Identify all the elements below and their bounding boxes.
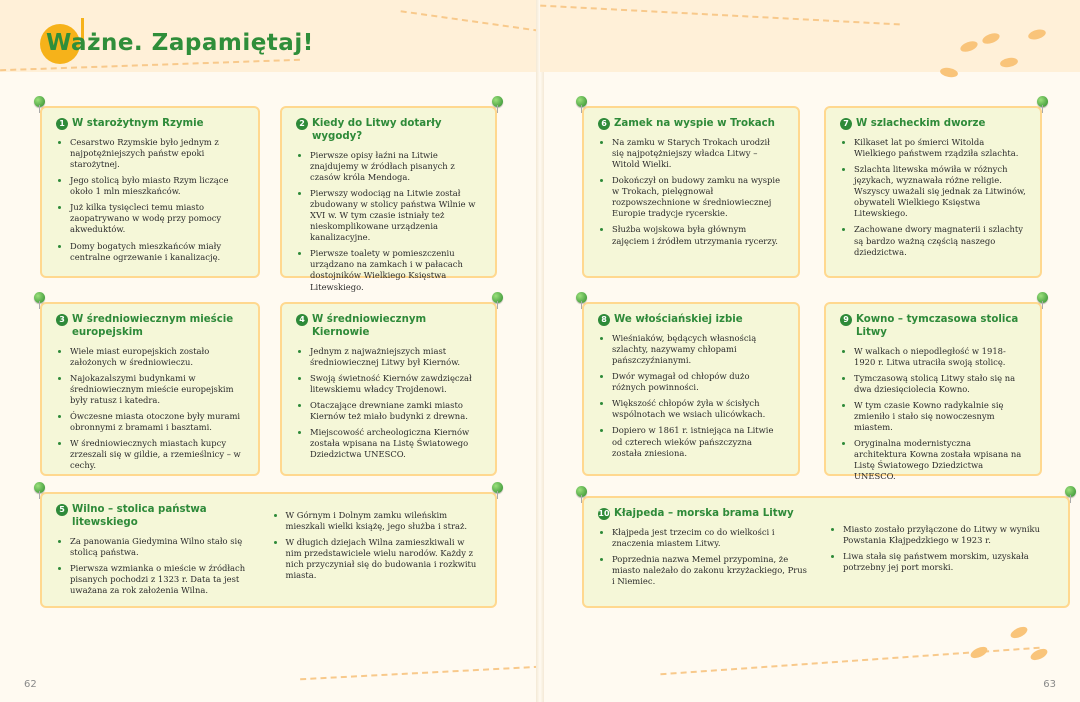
list-item: • Najokazalszymi budynkami w średniowiecznym mieście europejskim były ratusz i katedra. xyxy=(70,373,244,406)
number-badge: 9 xyxy=(840,314,852,326)
list-item: • Pierwsze opisy łaźni na Litwie znajdujemy w źródłach pisanych z czasów króla Mendoga. xyxy=(310,150,481,183)
right-page xyxy=(540,0,1080,702)
bullet-list xyxy=(56,536,252,596)
card-7 xyxy=(824,106,1042,278)
list-item: • W Górnym i Dolnym zamku wileńskim mieszkali wielki książę, jego służba i straż. xyxy=(286,510,482,532)
pin-icon xyxy=(1037,96,1048,107)
list-item: • Ówczesne miasta otoczone były murami obronnymi z bramami i basztami. xyxy=(70,411,244,433)
card-title xyxy=(56,504,252,530)
card-title xyxy=(840,314,1026,340)
card-title-text: W szlacheckim dworze xyxy=(856,118,986,129)
card-title xyxy=(56,118,244,131)
card-3 xyxy=(40,302,260,476)
list-item: • Jednym z najważniejszych miast średniowiecznej Litwy był Kiernów. xyxy=(310,346,481,368)
number-badge: 8 xyxy=(598,314,610,326)
pin-icon xyxy=(492,96,503,107)
bullet-list xyxy=(598,333,784,459)
list-item: • Szlachta litewska mówiła w różnych językach, wyznawała różne religie. Wszyscy uważali się jednak za Litwinów, obywateli Wielkiego Księstwa Litewskiego. xyxy=(854,164,1026,219)
list-item: • Miasto zostało przyłączone do Litwy w wyniku Powstania Kłajpedzkiego w 1923 r. xyxy=(843,524,1054,546)
bullet-list xyxy=(56,137,244,263)
number-badge: 6 xyxy=(598,118,610,130)
pin-icon xyxy=(492,482,503,493)
card-title xyxy=(296,118,481,144)
pin-icon xyxy=(492,292,503,303)
card-8 xyxy=(582,302,800,476)
card-title-text: Zamek na wyspie w Trokach xyxy=(614,118,775,129)
number-badge: 1 xyxy=(56,118,68,130)
card-title-text: W średniowiecznym mieście europejskim xyxy=(72,314,234,338)
list-item: • Dokończył on budowy zamku na wyspie w Trokach, pielęgnował rozpowszechnione w średniowiecznej Europie tradycje rycerskie. xyxy=(612,175,784,219)
number-badge: 3 xyxy=(56,314,68,326)
pin-icon xyxy=(576,292,587,303)
number-badge: 2 xyxy=(296,118,308,130)
card-title-text: We włościańskiej izbie xyxy=(614,314,743,325)
page-number: 62 xyxy=(24,679,37,690)
list-item: • Domy bogatych mieszkańców miały centralne ogrzewanie i kanalizację. xyxy=(70,241,244,263)
card-5 xyxy=(40,492,497,608)
card-column xyxy=(56,504,252,601)
card-6 xyxy=(582,106,800,278)
card-title-text: W średniowiecznym Kiernowie xyxy=(312,314,427,338)
page-title: Ważne. Zapamiętaj! xyxy=(46,30,314,56)
list-item: • Wiele miast europejskich zostało założonych w średniowieczu. xyxy=(70,346,244,368)
list-item: • Wieśniaków, będących własnością szlachty, nazywamy chłopami pańszczyźnianymi. xyxy=(612,333,784,366)
card-columns xyxy=(598,508,1054,592)
pin-icon xyxy=(576,486,587,497)
number-badge: 4 xyxy=(296,314,308,326)
card-title-text: Kowno – tymczasowa stolica Litwy xyxy=(856,314,1019,338)
card-column xyxy=(598,508,809,592)
bullet-list xyxy=(296,150,481,293)
bullet-list xyxy=(840,137,1026,258)
list-item: • Oryginalna modernistyczna architektura Kowna została wpisana na Listę Światowego Dziedzictwa UNESCO. xyxy=(854,438,1026,482)
pin-icon xyxy=(34,482,45,493)
list-item: • W walkach o niepodległość w 1918-1920 r. Litwa utraciła swoją stolicę. xyxy=(854,346,1026,368)
list-item: • Swoją świetność Kiernów zawdzięczał litewskiemu władcy Trojdenowi. xyxy=(310,373,481,395)
pin-icon xyxy=(34,96,45,107)
card-title-text: Kiedy do Litwy dotarły wygody? xyxy=(312,118,442,142)
card-columns xyxy=(56,504,481,601)
card-title xyxy=(598,314,784,327)
list-item: • Cesarstwo Rzymskie było jednym z najpotężniejszych państw epoki starożytnej. xyxy=(70,137,244,170)
card-title xyxy=(598,118,784,131)
bullet-list xyxy=(829,524,1054,592)
list-item: • Na zamku w Starych Trokach urodził się najpotężniejszy władca Litwy – Witold Wielki. xyxy=(612,137,784,170)
list-item: • Kłajpeda jest trzecim co do wielkości i znaczenia miastem Litwy. xyxy=(612,527,809,549)
bullet-list xyxy=(598,137,784,247)
page-number: 63 xyxy=(1043,679,1056,690)
list-item: • Pierwsza wzmianka o mieście w źródłach pisanych pochodzi z 1323 r. Data ta jest uważana za rok założenia Wilna. xyxy=(70,563,252,596)
list-item: • Większość chłopów żyła w ścisłych wspólnotach we wsiach ulicówkach. xyxy=(612,398,784,420)
list-item: • Liwa stała się państwem morskim, uzyskała potrzebny jej port morski. xyxy=(843,551,1054,573)
list-item: • Pierwszy wodociąg na Litwie został zbudowany w stolicy państwa Wilnie w XVI w. W tym czasie istniały też nieskomplikowane urządzenia kanalizacyjne. xyxy=(310,188,481,243)
footprint-icon xyxy=(969,645,989,661)
card-4 xyxy=(280,302,497,476)
pin-icon xyxy=(576,96,587,107)
card-9 xyxy=(824,302,1042,482)
list-item: • Poprzednia nazwa Memel przypomina, że miasto należało do zakonu krzyżackiego, Prus i Niemiec. xyxy=(612,554,809,587)
card-title xyxy=(598,508,809,521)
list-item: • Dopiero w 1861 r. istniejąca na Litwie od czterech wieków pańszczyzna została zniesiona. xyxy=(612,425,784,458)
bullet-list xyxy=(296,346,481,461)
pin-icon xyxy=(1065,486,1076,497)
list-item: • Pierwsze toalety w pomieszczeniu urządzano na zamkach i w pałacach dostojników Wielkiego Księstwa Litewskiego. xyxy=(310,248,481,292)
list-item: • Zachowane dwory magnaterii i szlachty są bardzo ważną częścią naszego dziedzictwa. xyxy=(854,224,1026,257)
list-item: • Dwór wymagał od chłopów dużo różnych powinności. xyxy=(612,371,784,393)
pin-icon xyxy=(1037,292,1048,303)
card-title xyxy=(296,314,481,340)
list-item: • Tymczasową stolicą Litwy stało się na dwa dziesięciolecia Kowno. xyxy=(854,373,1026,395)
bullet-list xyxy=(272,510,482,601)
list-item: • Miejscowość archeologiczna Kiernów została wpisana na Listę Światowego Dziedzictwa UNESCO. xyxy=(310,427,481,460)
list-item: • Za panowania Giedymina Wilno stało się stolicą państwa. xyxy=(70,536,252,558)
card-1 xyxy=(40,106,260,278)
list-item: • Otaczające drewniane zamki miasto Kiernów też miało budynki z drewna. xyxy=(310,400,481,422)
bullet-list xyxy=(56,346,244,472)
footprint-icon xyxy=(1009,625,1029,641)
bullet-list xyxy=(840,346,1026,483)
card-10 xyxy=(582,496,1070,608)
card-title xyxy=(840,118,1026,131)
number-badge: 10 xyxy=(598,509,610,518)
card-title-text: W starożytnym Rzymie xyxy=(72,118,204,129)
card-title-text: Kłajpeda – morska brama Litwy xyxy=(614,508,794,519)
card-title xyxy=(56,314,244,340)
card-title-text: Wilno – stolica państwa litewskiego xyxy=(72,504,207,528)
list-item: • W długich dziejach Wilna zamieszkiwali w nim przedstawiciele wielu narodów. Każdy z nich przyczyniał się do budowania i rozkwitu miasta. xyxy=(286,537,482,581)
bullet-list xyxy=(598,527,809,587)
number-badge: 7 xyxy=(840,118,852,130)
list-item: • Jego stolicą było miasto Rzym liczące około 1 mln mieszkańców. xyxy=(70,175,244,197)
list-item: • Kilkaset lat po śmierci Witolda Wielkiego państwem rządziła szlachta. xyxy=(854,137,1026,159)
list-item: • W średniowiecznych miastach kupcy zrzeszali się w gildie, a rzemieślnicy – w cechy. xyxy=(70,438,244,471)
list-item: • Już kilka tysięcleci temu miasto zaopatrywano w wodę przy pomocy akweduktów. xyxy=(70,202,244,235)
list-item: • Służba wojskowa była głównym zajęciem i źródłem utrzymania rycerzy. xyxy=(612,224,784,246)
number-badge: 5 xyxy=(56,504,68,516)
pin-icon xyxy=(34,292,45,303)
list-item: • W tym czasie Kowno radykalnie się zmieniło i stało się nowoczesnym miastem. xyxy=(854,400,1026,433)
card-2 xyxy=(280,106,497,292)
decorative-dash xyxy=(300,666,540,681)
